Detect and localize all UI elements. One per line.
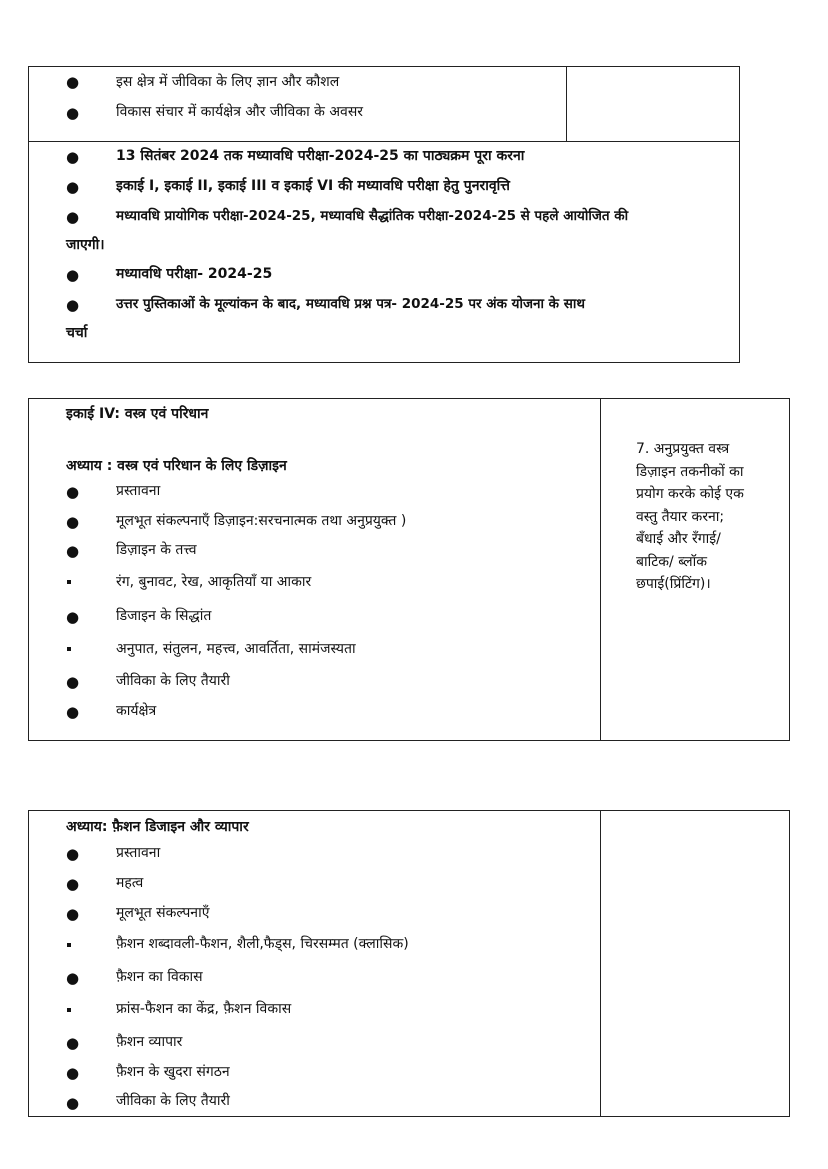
list-item-text: फ्रांस-फैशन का केंद्र, फ़ैशन विकास [116, 1001, 292, 1017]
bullet-icon: ● [66, 513, 80, 531]
table-1-bold-text: मध्यावधि प्रायोगिक परीक्षा-2024-25, मध्यावधि सैद्धांतिक परीक्षा-2024-25 से पहले आयोजित की [116, 208, 629, 224]
practical-line: प्रयोग करके कोई एक [636, 486, 744, 502]
bullet-icon: ● [66, 266, 80, 284]
list-item-text: मूलभूत संकल्पनाएँ डिज़ाइन:सरचनात्मक तथा अनुप्रयुक्त ) [116, 513, 407, 529]
practical-line: डिज़ाइन तकनीकों का [636, 463, 744, 480]
list-item-text: मूलभूत संकल्पनाएँ [116, 905, 210, 921]
bullet-icon: ● [66, 1094, 80, 1112]
bullet-icon: ● [66, 1034, 80, 1052]
table-1-bold-text-continued: जाएगी। [66, 237, 105, 253]
table-1-row-divider [28, 141, 740, 142]
practical-line: बाटिक/ ब्लॉक [636, 553, 707, 570]
list-item-text: फ़ैशन व्यापार [116, 1034, 183, 1050]
bullet-icon: ● [66, 875, 80, 893]
bullet-icon: ● [66, 542, 80, 560]
bullet-icon: ● [66, 483, 80, 501]
bullet-icon: ● [66, 104, 80, 122]
table-1-bold-text: इकाई I, इकाई II, इकाई III व इकाई VI की मध्यावधि परीक्षा हेतु पुनरावृत्ति [116, 178, 510, 194]
list-item-text: प्रस्तावना [116, 845, 161, 861]
list-item-text: डिज़ाइन के तत्त्व [116, 542, 197, 558]
list-item-text: प्रस्तावना [116, 483, 161, 499]
table-3-column-divider [600, 810, 601, 1117]
bullet-icon: ● [66, 296, 80, 314]
list-item-text: जीविका के लिए तैयारी [116, 1093, 230, 1109]
table-1-row-text: विकास संचार में कार्यक्षेत्र और जीविका के अवसर [116, 104, 364, 120]
table-1-bold-text: 13 सितंबर 2024 तक मध्यावधि परीक्षा-2024-25 का पाठ्यक्रम पूरा करना [116, 148, 525, 164]
table-2-column-divider [600, 398, 601, 741]
bullet-icon: ● [66, 208, 80, 226]
square-bullet-icon [67, 580, 71, 584]
list-item-text: फ़ैशन शब्दावली-फैशन, शैली,फैड्स, चिरसम्मत (क्लासिक) [116, 936, 409, 952]
list-item-text: कार्यक्षेत्र [116, 703, 157, 719]
square-bullet-icon [67, 1008, 71, 1012]
bullet-icon: ● [66, 73, 80, 91]
practical-line: बँधाई और रँगाई/ [636, 531, 721, 547]
bullet-icon: ● [66, 703, 80, 721]
unit-title: इकाई IV: वस्त्र एवं परिधान [66, 406, 209, 422]
practical-activity [636, 438, 744, 596]
list-item-text: अनुपात, संतुलन, महत्त्व, आवर्तिता, सामंजस्यता [116, 641, 356, 657]
list-item-text: महत्व [116, 875, 144, 891]
practical-line: छपाई(प्रिंटिंग)। [636, 576, 711, 592]
list-item-text: फ़ैशन का विकास [116, 969, 203, 985]
list-item-text: फ़ैशन के खुदरा संगठन [116, 1064, 230, 1080]
bullet-icon: ● [66, 148, 80, 166]
table-1-bold-text: उत्तर पुस्तिकाओं के मूल्यांकन के बाद, मध्यावधि प्रश्न पत्र- 2024-25 पर अंक योजना के साथ [116, 296, 585, 312]
list-item-text: डिजाइन के सिद्धांत [116, 608, 212, 624]
bullet-icon: ● [66, 178, 80, 196]
table-1-column-divider [566, 66, 567, 142]
bullet-icon: ● [66, 1064, 80, 1082]
bullet-icon: ● [66, 608, 80, 626]
square-bullet-icon [67, 943, 71, 947]
bullet-icon: ● [66, 905, 80, 923]
bullet-icon: ● [66, 845, 80, 863]
list-item-text: रंग, बुनावट, रेख, आकृतियाँ या आकार [116, 574, 312, 590]
bullet-icon: ● [66, 969, 80, 987]
table-1-bold-text: मध्यावधि परीक्षा- 2024-25 [116, 266, 273, 282]
chapter-title: अध्याय : वस्त्र एवं परिधान के लिए डिज़ाइन [66, 458, 287, 474]
square-bullet-icon [67, 647, 71, 651]
practical-line: वस्तु तैयार करना; [636, 508, 725, 525]
table-1-bold-text-continued: चर्चा [66, 325, 88, 341]
table-1-row-text: इस क्षेत्र में जीविका के लिए ज्ञान और कौशल [116, 74, 340, 90]
list-item-text: जीविका के लिए तैयारी [116, 673, 230, 689]
bullet-icon: ● [66, 673, 80, 691]
practical-line: 7. अनुप्रयुक्त वस्त्र [636, 441, 730, 457]
chapter-title: अध्याय: फ़ैशन डिजाइन और व्यापार [66, 819, 249, 835]
